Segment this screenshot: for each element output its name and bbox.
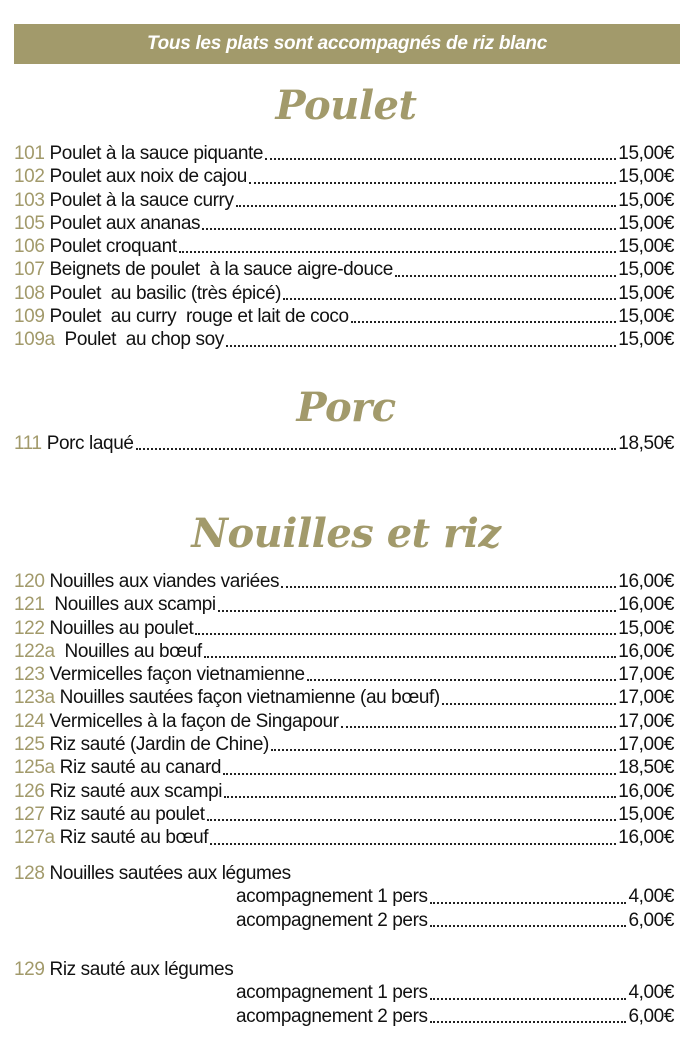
item-name: Nouilles au poulet xyxy=(49,617,194,639)
item-price: 16,00€ xyxy=(618,594,674,616)
dot-leader xyxy=(236,205,617,207)
dot-leader xyxy=(351,321,617,323)
item-price: 15,00€ xyxy=(618,259,674,281)
menu-item-124 xyxy=(14,710,674,733)
item-129-option-2 xyxy=(14,1005,674,1028)
item-name: Porc laqué xyxy=(46,433,134,454)
dot-leader xyxy=(218,610,617,612)
menu-item-128 xyxy=(14,862,674,885)
item-price: 17,00€ xyxy=(618,664,674,686)
option-price: 6,00€ xyxy=(628,909,674,931)
dot-leader xyxy=(224,796,616,798)
item-price: 15,00€ xyxy=(618,212,674,234)
item-number: 121 xyxy=(14,594,45,616)
item-129-option-1 xyxy=(14,981,674,1004)
item-price: 15,00€ xyxy=(618,306,674,328)
item-price: 16,00€ xyxy=(618,827,674,849)
item-128-option-1 xyxy=(14,885,674,908)
dot-leader xyxy=(249,182,616,184)
item-number: 129 xyxy=(14,959,45,980)
dot-leader xyxy=(179,251,617,253)
item-name: Riz sauté aux scampi xyxy=(49,780,223,802)
menu-item-122 xyxy=(14,617,674,640)
item-price: 15,00€ xyxy=(618,189,674,211)
item-number: 126 xyxy=(14,780,45,802)
nouilles-list xyxy=(14,570,674,850)
menu-item-103 xyxy=(14,189,674,212)
dot-leader xyxy=(226,345,616,347)
dot-leader xyxy=(430,902,627,904)
dot-leader xyxy=(265,158,616,160)
menu-item-120 xyxy=(14,570,674,593)
item-price: 15,00€ xyxy=(618,617,674,639)
section-title-porc: Porc xyxy=(296,384,396,431)
item-price: 17,00€ xyxy=(618,687,674,709)
item-number: 127 xyxy=(14,803,45,825)
item-number: 125a xyxy=(14,757,55,779)
item-price: 15,00€ xyxy=(618,282,674,304)
option-price: 4,00€ xyxy=(628,886,674,908)
item-price: 18,50€ xyxy=(618,433,674,454)
item-name: Poulet croquant xyxy=(49,236,177,258)
item-number: 106 xyxy=(14,236,45,258)
item-price: 15,00€ xyxy=(618,236,674,258)
item-name: Nouilles sautées aux légumes xyxy=(49,863,291,884)
dot-leader xyxy=(136,448,617,450)
menu-item-125a xyxy=(14,756,674,779)
option-label: acompagnement 2 pers xyxy=(236,909,428,931)
item-name: Poulet à la sauce curry xyxy=(49,189,234,211)
item-name: Poulet au basilic (très épicé) xyxy=(49,282,282,304)
item-name: Riz sauté au canard xyxy=(59,757,222,779)
menu-item-109 xyxy=(14,305,674,328)
menu-item-108 xyxy=(14,282,674,305)
item-number: 107 xyxy=(14,259,45,281)
item-number: 127a xyxy=(14,827,55,849)
item-number: 122a xyxy=(14,640,55,662)
menu-item-127a xyxy=(14,826,674,849)
item-name: Nouilles aux viandes variées xyxy=(49,571,280,592)
item-name: Vermicelles à la façon de Singapour xyxy=(49,710,339,732)
dot-leader xyxy=(395,275,616,277)
option-label: acompagnement 1 pers xyxy=(236,886,428,908)
porc-list xyxy=(14,432,674,455)
item-number: 109 xyxy=(14,306,45,328)
item-128-option-2 xyxy=(14,909,674,932)
menu-item-126 xyxy=(14,780,674,803)
item-name: Riz sauté au poulet xyxy=(49,803,205,825)
item-number: 111 xyxy=(14,433,42,454)
item-number: 125 xyxy=(14,734,45,756)
item-name: Riz sauté aux légumes xyxy=(49,959,234,980)
option-label: acompagnement 1 pers xyxy=(236,982,428,1004)
item-price: 15,00€ xyxy=(618,166,674,188)
item-name: Nouilles au bœuf xyxy=(59,640,202,662)
item-number: 123 xyxy=(14,664,45,686)
item-price: 16,00€ xyxy=(618,571,674,592)
dot-leader xyxy=(207,819,617,821)
section-title-nouilles: Nouilles et riz xyxy=(191,510,501,557)
dot-leader xyxy=(430,1021,627,1023)
item-number: 102 xyxy=(14,166,45,188)
dot-leader xyxy=(430,998,627,1000)
item-name: Riz sauté au bœuf xyxy=(59,827,209,849)
banner-text: Tous les plats sont accompagnés de riz blanc xyxy=(147,33,547,54)
dot-leader xyxy=(202,228,616,230)
menu-item-129 xyxy=(14,958,674,981)
item-price: 18,50€ xyxy=(618,757,674,779)
menu-item-123a xyxy=(14,686,674,709)
option-price: 6,00€ xyxy=(628,1005,674,1027)
dot-leader xyxy=(442,703,616,705)
item-name: Poulet aux noix de cajou xyxy=(49,166,247,188)
item-name: Poulet aux ananas xyxy=(49,212,201,234)
item-number: 103 xyxy=(14,189,45,211)
item-price: 17,00€ xyxy=(618,734,674,756)
item-name: Vermicelles façon vietnamienne xyxy=(49,664,305,686)
item-128-block xyxy=(14,862,674,932)
item-number: 120 xyxy=(14,571,45,592)
menu-item-109a xyxy=(14,328,674,351)
dot-leader xyxy=(281,586,616,588)
item-price: 15,00€ xyxy=(618,803,674,825)
item-number: 108 xyxy=(14,282,45,304)
dot-leader xyxy=(283,298,616,300)
menu-item-127 xyxy=(14,803,674,826)
menu-item-105 xyxy=(14,212,674,235)
item-name: Riz sauté (Jardin de Chine) xyxy=(49,734,269,756)
item-number: 105 xyxy=(14,212,45,234)
item-129-block xyxy=(14,958,674,1028)
dot-leader xyxy=(195,633,616,635)
item-name: Beignets de poulet à la sauce aigre-douce xyxy=(49,259,393,281)
header-banner xyxy=(14,24,680,64)
item-name: Nouilles aux scampi xyxy=(49,594,216,616)
dot-leader xyxy=(223,773,616,775)
item-number: 122 xyxy=(14,617,45,639)
dot-leader xyxy=(307,679,617,681)
item-name: Poulet à la sauce piquante xyxy=(49,143,264,164)
option-label: acompagnement 2 pers xyxy=(236,1005,428,1027)
item-number: 109a xyxy=(14,329,55,351)
menu-item-102 xyxy=(14,165,674,188)
menu-item-111 xyxy=(14,432,674,455)
dot-leader xyxy=(341,726,617,728)
item-number: 128 xyxy=(14,863,45,884)
item-price: 17,00€ xyxy=(618,710,674,732)
item-name: Poulet au chop soy xyxy=(59,329,224,351)
menu-item-122a xyxy=(14,640,674,663)
dot-leader xyxy=(271,749,616,751)
item-price: 15,00€ xyxy=(618,329,674,351)
item-number: 123a xyxy=(14,687,55,709)
item-price: 16,00€ xyxy=(618,780,674,802)
dot-leader xyxy=(204,656,617,658)
menu-item-107 xyxy=(14,258,674,281)
item-number: 101 xyxy=(14,143,45,164)
dot-leader xyxy=(210,843,616,845)
item-price: 16,00€ xyxy=(618,640,674,662)
poulet-list xyxy=(14,142,674,352)
dot-leader xyxy=(430,925,627,927)
menu-item-123 xyxy=(14,663,674,686)
item-name: Nouilles sautées façon vietnamienne (au bœuf) xyxy=(59,687,440,709)
section-title-poulet: Poulet xyxy=(275,82,417,129)
menu-item-106 xyxy=(14,235,674,258)
menu-item-121 xyxy=(14,593,674,616)
item-name: Poulet au curry rouge et lait de coco xyxy=(49,306,349,328)
item-price: 15,00€ xyxy=(618,143,674,164)
item-number: 124 xyxy=(14,710,45,732)
option-price: 4,00€ xyxy=(628,982,674,1004)
menu-item-125 xyxy=(14,733,674,756)
menu-item-101 xyxy=(14,142,674,165)
